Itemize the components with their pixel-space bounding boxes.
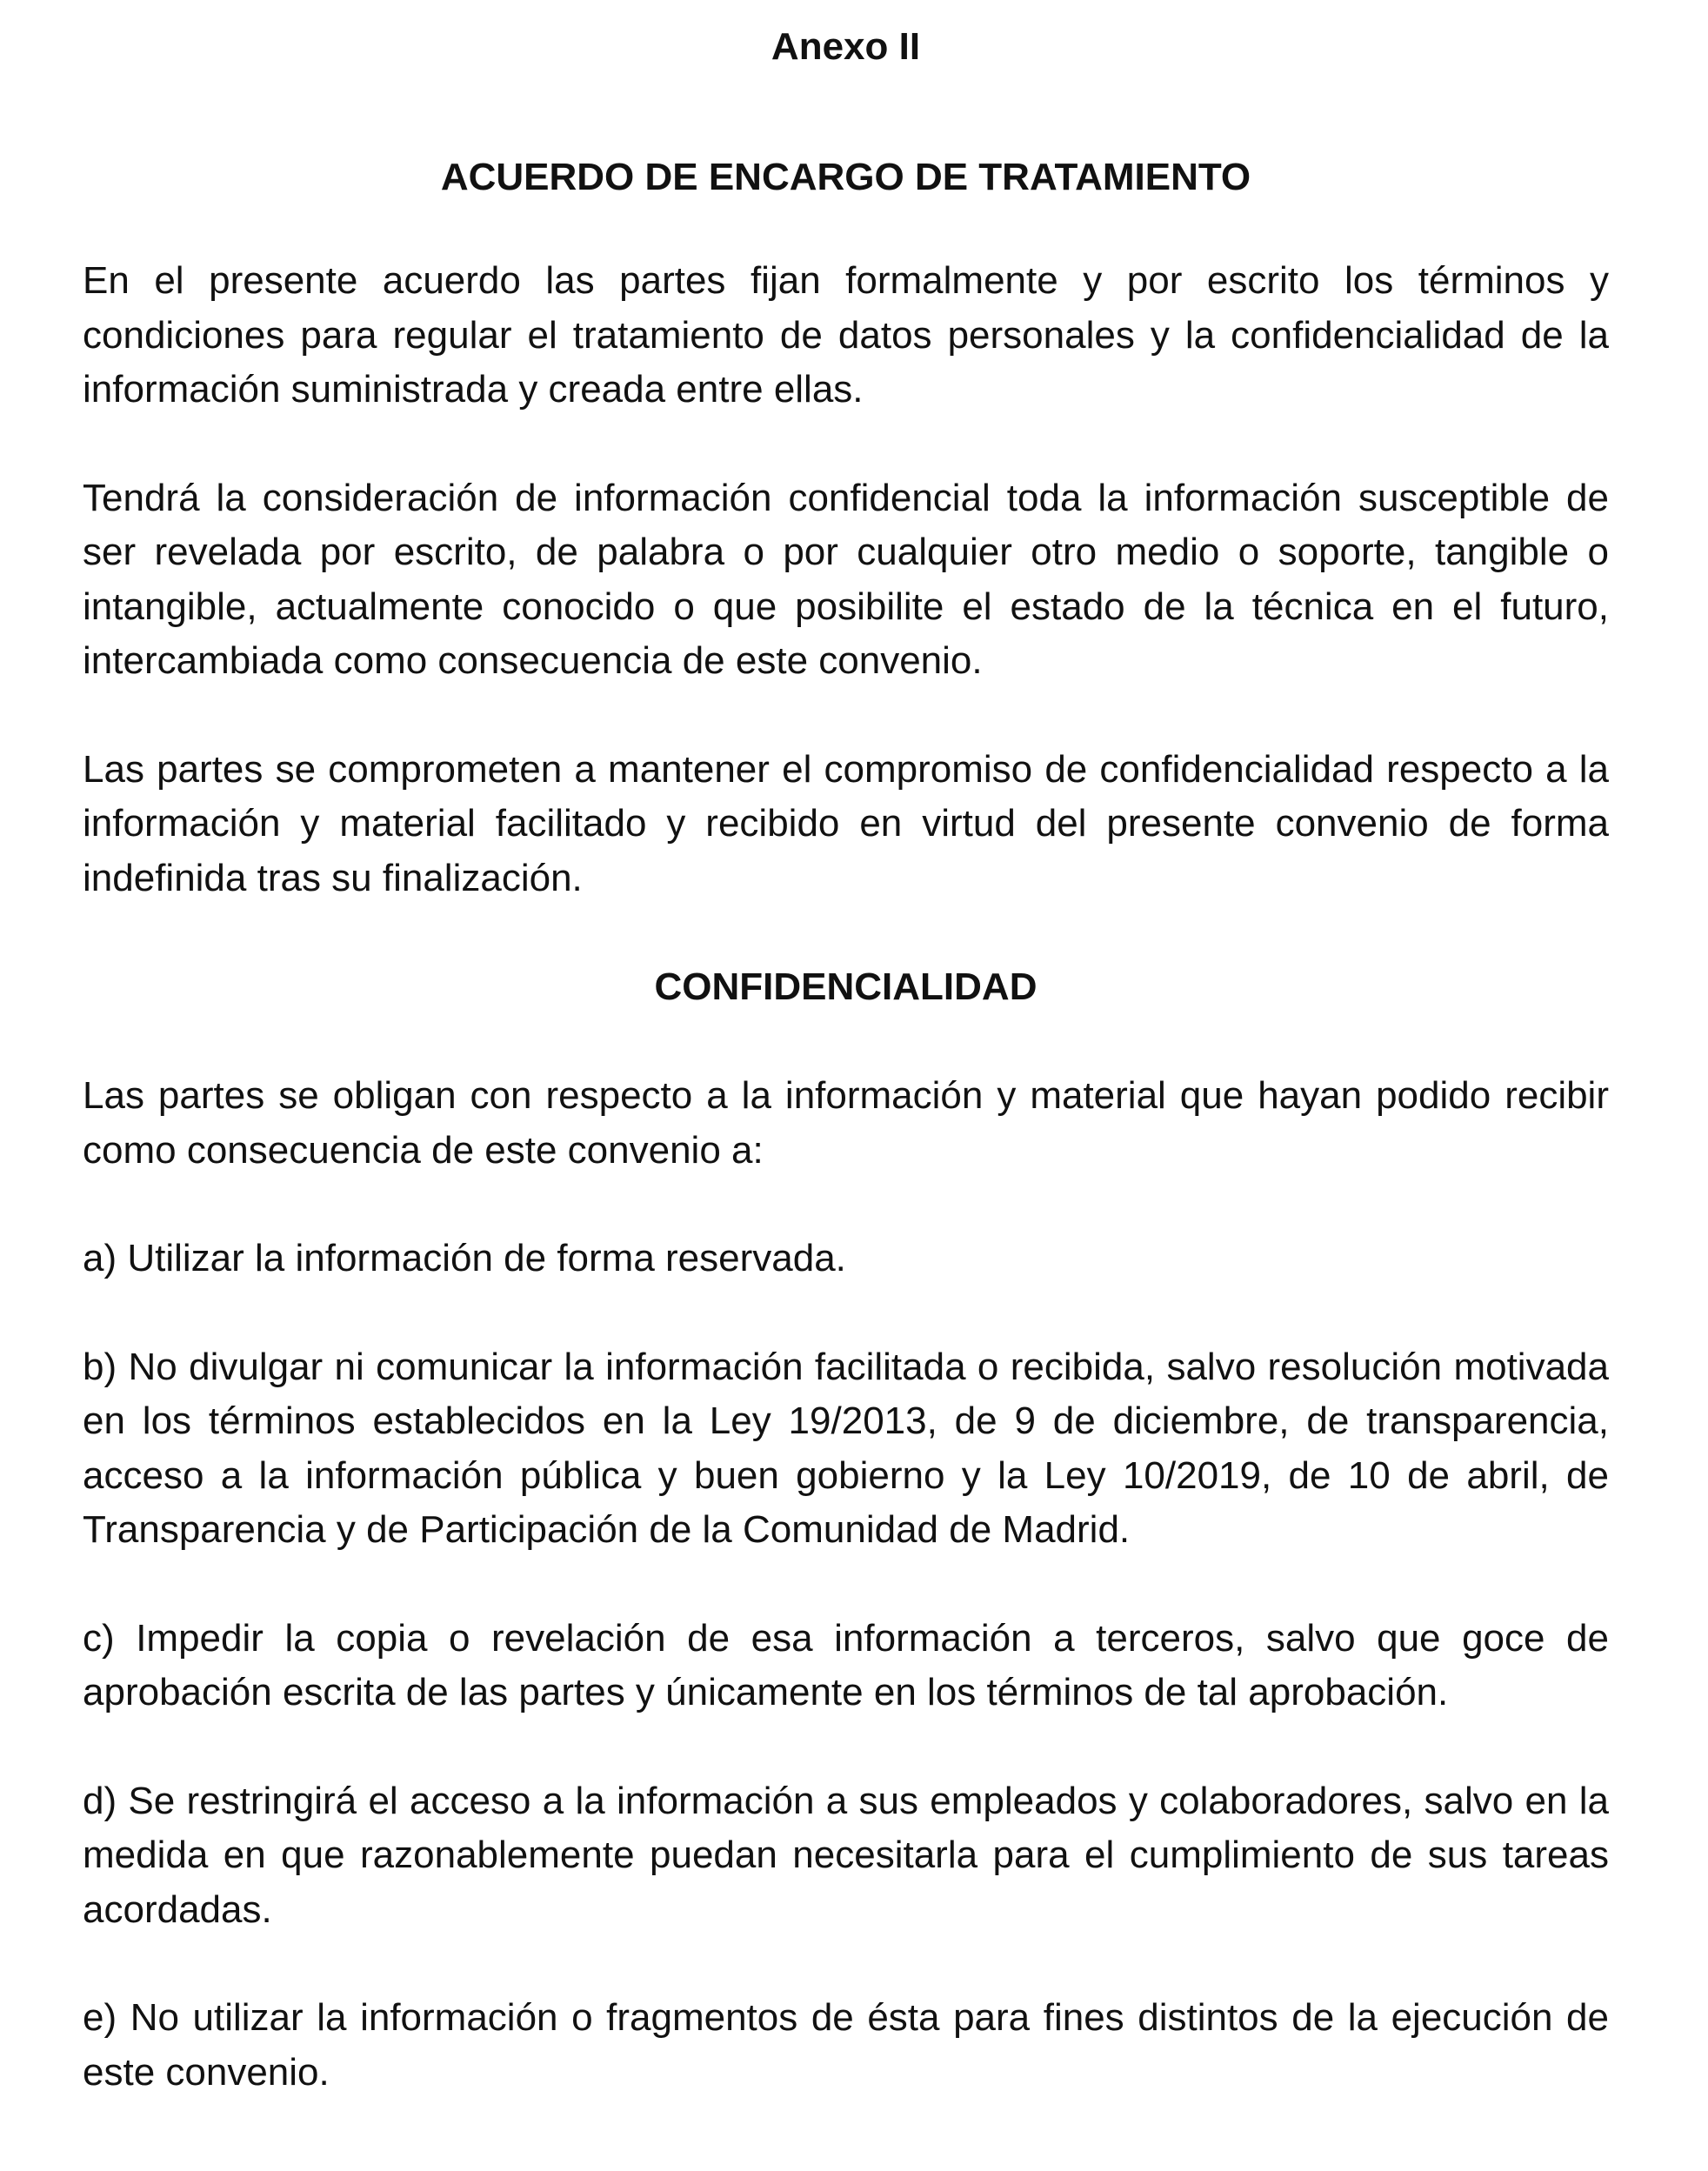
intro-paragraph-2: Tendrá la consideración de información confidencial toda la información susceptible de ser revelada por escrito, de palabra o por cualquier otro medio o soporte, tangible o intangible, actualmente conocido o que posibilite el estado de la técnica en el futuro, intercambiada como consecuencia de este convenio. [83, 476, 1609, 682]
document-page [83, 0, 1609, 2100]
obligation-a: a) Utilizar la información de forma reservada. [83, 1237, 846, 1279]
intro-paragraph-3: Las partes se comprometen a mantener el compromiso de confidencialidad respecto a la información y material facilitado y recibido en virtud del presente convenio de forma indefinida tras su finalización. [83, 747, 1609, 899]
intro-paragraph-1: En el presente acuerdo las partes fijan formalmente y por escrito los términos y condiciones para regular el tratamiento de datos personales y la confidencialidad de la información suministrada y creada entre ellas. [83, 259, 1609, 411]
obligation-d: d) Se restringirá el acceso a la información a sus empleados y colaboradores, salvo en la medida en que razonablemente puedan necesitarla para el cumplimiento de sus tareas acordadas. [83, 1779, 1609, 1931]
confidentiality-intro: Las partes se obligan con respecto a la información y material que hayan podido recibir como consecuencia de este convenio a: [83, 1074, 1609, 1172]
agreement-title: ACUERDO DE ENCARGO DE TRATAMIENTO [440, 156, 1251, 198]
obligation-c: c) Impedir la copia o revelación de esa información a terceros, salvo que goce de aprobación escrita de las partes y únicamente en los términos de tal aprobación. [83, 1616, 1609, 1713]
annex-title: Anexo II [771, 25, 921, 68]
confidentiality-title: CONFIDENCIALIDAD [654, 965, 1037, 1008]
obligation-e: e) No utilizar la información o fragmentos de ésta para fines distintos de la ejecución de este convenio. [83, 1996, 1609, 2094]
obligation-b: b) No divulgar ni comunicar la información facilitada o recibida, salvo resolución motivada en los términos establecidos en la Ley 19/2013, de 9 de diciembre, de transparencia, acceso a la información pública y buen gobierno y la Ley 10/2019, de 10 de abril, de Transparencia y de Participación de la Comunidad de Madrid. [83, 1345, 1609, 1551]
